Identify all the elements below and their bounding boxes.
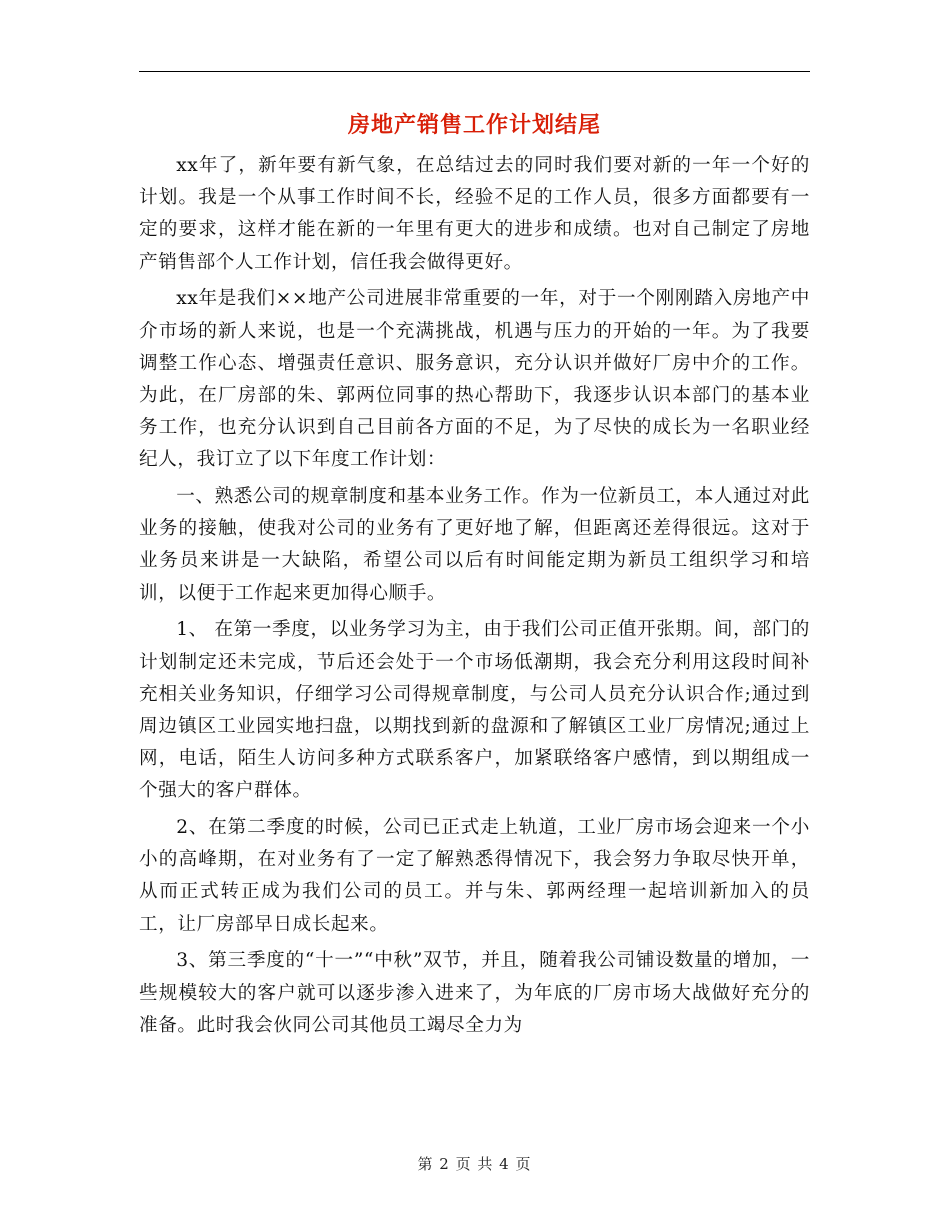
document-body	[139, 150, 810, 1046]
paragraph: xx年是我们××地产公司进展非常重要的一年，对于一个刚刚踏入房地产中介市场的新人来说，也是一个充满挑战，机遇与压力的开始的一年。为了我要调整工作心态、增强责任意识、服务意识，充分认识并做好厂房中介的工作。为此，在厂房部的朱、郭两位同事的热心帮助下，我逐步认识本部门的基本业务工作，也充分认识到自己目前各方面的不足，为了尽快的成长为一名职业经纪人，我订立了以下年度工作计划：	[139, 288, 810, 471]
paragraph: 1、 在第一季度，以业务学习为主，由于我们公司正值开张期。间，部门的计划制定还未完成，节后还会处于一个市场低潮期，我会充分利用这段时间补充相关业务知识，仔细学习公司得规章制度，与公司人员充分认识合作;通过到周边镇区工业园实地扫盘，以期找到新的盘源和了解镇区工业厂房情况;通过上网，电话，陌生人访问多种方式联系客户，加紧联络客户感情，到以期组成一个强大的客户群体。	[139, 619, 810, 802]
paragraph: xx年了，新年要有新气象，在总结过去的同时我们要对新的一年一个好的计划。我是一个从事工作时间不长，经验不足的工作人员，很多方面都要有一定的要求，这样才能在新的一年里有更大的进步和成绩。也对自己制定了房地产销售部个人工作计划，信任我会做得更好。	[139, 155, 810, 273]
paragraph: 2、在第二季度的时候，公司已正式走上轨道，工业厂房市场会迎来一个小小的高峰期，在对业务有了一定了解熟悉得情况下，我会努力争取尽快开单，从而正式转正成为我们公司的员工。并与朱、郭两经理一起培训新加入的员工，让厂房部早日成长起来。	[139, 817, 810, 935]
paragraph: 一、熟悉公司的规章制度和基本业务工作。作为一位新员工，本人通过对此业务的接触，使我对公司的业务有了更好地了解，但距离还差得很远。这对于业务员来讲是一大缺陷，希望公司以后有时间能定期为新员工组织学习和培训，以便于工作起来更加得心顺手。	[139, 486, 810, 604]
header-rule	[139, 71, 810, 72]
paragraph: 3、第三季度的“十一”“中秋”双节，并且，随着我公司铺设数量的增加，一些规模较大的客户就可以逐步渗入进来了，为年底的厂房市场大战做好充分的准备。此时我会伙同公司其他员工竭尽全力为	[139, 950, 810, 1036]
document-title: 房地产销售工作计划结尾	[347, 113, 601, 138]
page-number-footer: 第 2 页 共 4 页	[417, 1155, 532, 1173]
